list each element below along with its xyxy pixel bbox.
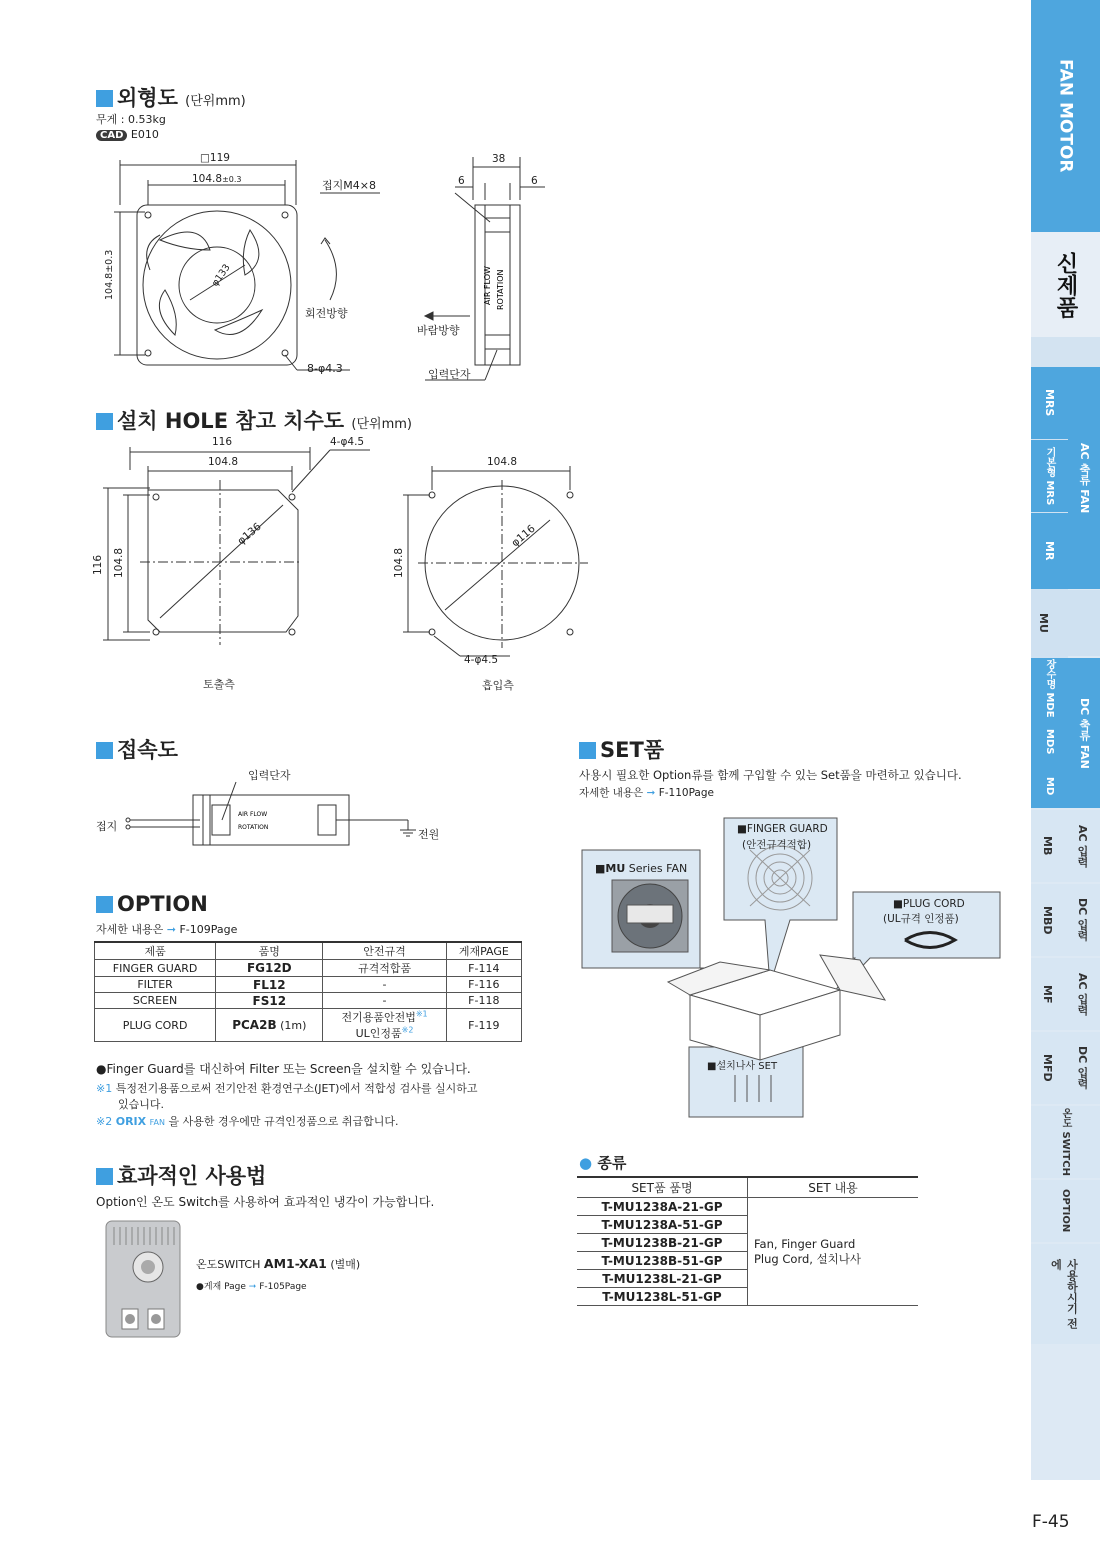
weight-text: 무게 : 0.53kg (96, 113, 166, 126)
switch-model: AM1-XA1 (263, 1256, 327, 1271)
hole-dim-104-8: 104.8 (208, 456, 239, 468)
table-row (95, 993, 522, 1009)
cell-product: FINGER GUARD (95, 960, 216, 977)
outline-heading (96, 82, 246, 112)
kind-part-number: T-MU1238B-51-GP (577, 1252, 748, 1270)
dim-104-8 (192, 173, 242, 185)
sidebar-item-md[interactable] (1031, 764, 1068, 808)
cell-product: PLUG CORD (95, 1009, 216, 1042)
set-description: 사용시 필요한 Option류를 함께 구입할 수 있는 Set품을 마련하고 있습니다. (579, 768, 962, 782)
option-ref-page[interactable]: F-109Page (179, 923, 238, 936)
effective-heading (96, 1160, 266, 1190)
rotation-label: ROTATION (496, 269, 505, 310)
switch-line (196, 1256, 360, 1272)
table-row (95, 960, 522, 977)
set-fan-series: Series FAN (628, 862, 688, 875)
sidebar-item-basic-mrs[interactable] (1031, 440, 1068, 512)
kinds-content-line1: Fan, Finger Guard (754, 1236, 856, 1251)
cell-page[interactable]: F-116 (446, 977, 521, 993)
sidebar-new-product[interactable] (1031, 232, 1100, 337)
conn-ground-label: 접지 (96, 820, 118, 833)
kinds-col-content: SET 내용 (748, 1177, 919, 1198)
air-direction-label: 바람방향 (417, 324, 460, 337)
option-heading (96, 892, 208, 916)
option-ref (96, 921, 237, 937)
set-fan-square: ■ (595, 862, 606, 875)
page-number: F-45 (1032, 1512, 1070, 1532)
kind-part-number: T-MU1238B-21-GP (577, 1234, 748, 1252)
connection-diagram (120, 780, 430, 850)
switch-label: 온도SWITCH (196, 1258, 261, 1271)
bullet-icon: ● (579, 1154, 593, 1172)
conn-rotation-label: ROTATION (238, 824, 269, 831)
arrow-right-icon: ➞ (166, 923, 176, 936)
sidebar-item-mds-label: MDS (1044, 729, 1055, 755)
effective-title: 효과적인 사용법 (117, 1164, 267, 1188)
dim-phi133: φ133 (209, 262, 233, 289)
section-square-icon (96, 896, 113, 913)
kind-part-number: T-MU1238A-51-GP (577, 1216, 748, 1234)
kinds-content-line2: Plug Cord, 설치나사 (754, 1251, 862, 1266)
dim-104-8-vertical: 104.8±0.3 (104, 249, 115, 300)
col-page: 게재PAGE (446, 942, 521, 960)
dim-104-8-value: 104.8 (192, 173, 223, 185)
set-screw-name: 설치나사 SET (716, 1061, 778, 1072)
option-note-2 (96, 1080, 477, 1096)
sidebar-item-mfd-label: MFD (1041, 1054, 1054, 1082)
col-product: 제품 (95, 942, 216, 960)
cell-page[interactable]: F-118 (446, 993, 521, 1009)
sidebar-item-notes[interactable] (1031, 1244, 1100, 1344)
sidebar-item-mr-label: MR (1043, 541, 1056, 561)
set-fan-label (595, 862, 687, 875)
set-fan-model: MU (605, 862, 626, 875)
section-square-icon (96, 1168, 113, 1185)
option-note-1: ●Finger Guard를 대신하여 Filter 또는 Screen을 설치할 수 있습니다. (96, 1062, 471, 1076)
sidebar-item-mf-label: MF (1041, 984, 1054, 1004)
dim-119: □119 (200, 152, 230, 164)
sidebar-item-mfd[interactable] (1031, 1032, 1100, 1104)
set-heading (579, 734, 664, 764)
outline-title: 외형도 (117, 86, 178, 110)
switch-page-prefix: ●게재 Page (196, 1282, 246, 1292)
set-guard-label: ■FINGER GUARD (737, 823, 828, 835)
col-model: 품명 (216, 942, 323, 960)
hole-phi116: φ116 (509, 522, 538, 550)
cad-line (96, 128, 159, 141)
option-note-2b: 있습니다. (118, 1098, 165, 1111)
option-table (94, 941, 522, 1042)
rotation-direction-label: 회전방향 (305, 307, 348, 320)
dim-38: 38 (492, 153, 506, 165)
side-navigation (1031, 0, 1100, 1480)
sidebar-item-temp-switch[interactable] (1031, 1106, 1100, 1178)
sidebar-item-mb-sub: AC 입력 (1076, 824, 1089, 868)
col-safety: 안전규격 (323, 942, 446, 960)
kind-part-number: T-MU1238L-21-GP (577, 1270, 748, 1288)
switch-sold-separately: (별매) (330, 1258, 361, 1271)
section-square-icon (579, 742, 596, 759)
note-2-text: 특정전기용품으로써 전기안전 환경연구소(JET)에서 적합성 검사를 실시하고 (115, 1082, 478, 1095)
set-guard-name: FINGER GUARD (746, 823, 828, 835)
sidebar-item-mrs[interactable] (1031, 367, 1068, 439)
set-ref-page[interactable]: F-110Page (658, 787, 714, 799)
option-table-header (95, 942, 522, 960)
outlet-side-label: 토출측 (203, 678, 235, 691)
hole-title: 설치 HOLE 참고 치수도 (117, 409, 345, 433)
sidebar-fan-motor[interactable] (1031, 0, 1100, 232)
cell-model-name: PCA2B (232, 1018, 277, 1032)
sidebar-ac-fan-label: AC 축류 FAN (1078, 442, 1091, 514)
conn-power-label: 전원 (418, 828, 440, 841)
connection-heading (96, 734, 178, 764)
sidebar-item-mf-sub: AC 입력 (1076, 972, 1089, 1016)
cell-model-suffix: (1m) (280, 1019, 307, 1032)
sidebar-item-option[interactable] (1031, 1180, 1100, 1242)
connection-title: 접속도 (117, 738, 178, 762)
sidebar-item-mbd[interactable] (1031, 884, 1100, 956)
cell-model (216, 1009, 323, 1042)
cad-tag: CAD (96, 130, 127, 141)
hole-count-a: 4-φ4.5 (330, 436, 365, 448)
sidebar-item-basic-mrs-label: 기본형 MRS (1044, 446, 1055, 506)
kinds-table (577, 1176, 918, 1306)
section-square-icon (96, 413, 113, 430)
cell-product: FILTER (95, 977, 216, 993)
hole-dim-104-8-right: 104.8 (487, 456, 518, 468)
terminal-label: 입력단자 (428, 368, 471, 381)
set-cord-label: ■PLUG CORD (893, 898, 965, 910)
kind-part-number: T-MU1238A-21-GP (577, 1198, 748, 1216)
hole-heading (96, 405, 412, 435)
set-title: SET품 (600, 738, 665, 762)
sidebar-item-mu[interactable] (1031, 590, 1100, 656)
note-3-brand: ORIX (115, 1115, 147, 1128)
sidebar-item-mde[interactable] (1031, 658, 1068, 718)
dim-tolerance: ±0.3 (222, 175, 242, 184)
note-2-mark: ※1 (96, 1082, 113, 1095)
airflow-label: AIR FLOW (483, 266, 492, 305)
cell-model: FL12 (216, 977, 323, 993)
set-cord-sub: (UL규격 인정품) (883, 913, 959, 925)
cell-model: FG12D (216, 960, 323, 977)
dim-6-left: 6 (458, 175, 465, 187)
sidebar-item-mds[interactable] (1031, 720, 1068, 764)
set-ref-prefix: 자세한 내용은 (579, 787, 644, 799)
sidebar-dc-fan-label: DC 축류 FAN (1078, 697, 1091, 769)
holes-label: 8-φ4.3 (307, 362, 343, 375)
sidebar-item-mb-label: MB (1041, 836, 1054, 856)
hole-unit: (단위mm) (351, 417, 412, 432)
sidebar-ac-fan[interactable] (1068, 367, 1100, 589)
cell-safety-line2: UL인정품 (355, 1027, 402, 1040)
set-ref (579, 785, 714, 800)
hole-count-b: 4-φ4.5 (464, 654, 499, 666)
table-row (577, 1198, 918, 1216)
sidebar-item-mfd-sub: DC 입력 (1076, 1046, 1089, 1090)
table-row (95, 977, 522, 993)
option-note-3 (96, 1113, 398, 1129)
sidebar-spacer (1031, 337, 1100, 367)
sidebar-item-notes-label: 사용하시기 전에 (1049, 1259, 1079, 1329)
note-3-brand-suffix: FAN (149, 1118, 165, 1127)
cell-model: FS12 (216, 993, 323, 1009)
sidebar-item-mbd-sub: DC 입력 (1076, 898, 1089, 942)
sidebar-item-mr[interactable] (1031, 513, 1068, 589)
conn-terminal-label: 입력단자 (248, 769, 291, 782)
set-guard-sub: (안전규격적합) (742, 839, 812, 851)
section-square-icon (96, 90, 113, 107)
ground-label: 접지M4×8 (322, 179, 376, 192)
hole-dim-104-8-vertical-right: 104.8 (393, 547, 405, 578)
kind-part-number: T-MU1238L-51-GP (577, 1288, 748, 1306)
outline-unit: (단위mm) (185, 94, 246, 109)
cell-safety-mark2: ※2 (401, 1025, 414, 1035)
sidebar-item-mde-label: 장수명 MDE (1044, 658, 1055, 718)
sidebar-dc-fan[interactable] (1068, 658, 1100, 808)
set-illustration (578, 815, 1003, 1120)
set-screw-label: ■설치나사 SET (707, 1061, 778, 1072)
hole-drawing (100, 440, 590, 665)
cell-safety-mark1: ※1 (415, 1009, 428, 1019)
inlet-side-label: 흡입측 (482, 679, 514, 692)
sidebar-item-mrs-label: MRS (1043, 389, 1056, 417)
table-row (95, 1009, 522, 1042)
note-3-text: 을 사용한 경우에만 규격인정품으로 취급합니다. (168, 1115, 399, 1128)
sidebar-item-option-label: OPTION (1060, 1189, 1071, 1233)
set-cord-name: PLUG CORD (902, 898, 965, 910)
option-ref-prefix: 자세한 내용은 (96, 923, 164, 936)
sidebar-item-mf[interactable] (1031, 958, 1100, 1030)
option-title: OPTION (117, 892, 208, 916)
arrow-right-icon: ➞ (646, 787, 656, 799)
sidebar-item-mbd-label: MBD (1041, 905, 1054, 935)
cell-safety: 규격적합품 (323, 960, 446, 977)
kinds-content-cell (748, 1198, 919, 1306)
hole-dim-104-8-vertical: 104.8 (113, 547, 125, 578)
switch-page-ref (196, 1279, 307, 1292)
cell-safety (323, 1009, 446, 1042)
cell-page[interactable]: F-114 (446, 960, 521, 977)
cell-page[interactable]: F-119 (446, 1009, 521, 1042)
kinds-header (577, 1177, 918, 1198)
cell-product: SCREEN (95, 993, 216, 1009)
sidebar-new-product-label: 신제품 (1053, 251, 1078, 318)
hole-phi136: φ136 (235, 520, 264, 548)
cad-code: E010 (130, 128, 159, 141)
kinds-heading (579, 1152, 626, 1173)
effective-description: Option인 온도 Switch를 사용하여 효과적인 냉각이 가능합니다. (96, 1195, 435, 1209)
sidebar-fan-motor-label: FAN MOTOR (1055, 59, 1076, 173)
hole-dim-116-vertical: 116 (92, 554, 104, 575)
sidebar-item-mb[interactable] (1031, 810, 1100, 882)
sidebar-item-temp-switch-label: 온도 SWITCH (1060, 1108, 1071, 1176)
sidebar-item-md-label: MD (1044, 776, 1055, 796)
section-square-icon (96, 742, 113, 759)
kinds-title: 종류 (597, 1154, 627, 1172)
cell-safety: - (323, 977, 446, 993)
cell-safety: - (323, 993, 446, 1009)
switch-page-link[interactable]: F-105Page (259, 1282, 307, 1292)
sidebar-item-mu-label: MU (1037, 613, 1050, 633)
note-3-mark: ※2 (96, 1115, 113, 1128)
arrow-right-icon: ➞ (248, 1282, 257, 1292)
conn-airflow-label: AIR FLOW (238, 811, 268, 818)
temperature-switch-image (100, 1217, 184, 1341)
hole-dim-116: 116 (212, 436, 233, 448)
cell-safety-line1: 전기용품안전법 (341, 1011, 416, 1024)
kinds-col-name: SET품 품명 (577, 1177, 748, 1198)
dim-6-right: 6 (531, 175, 538, 187)
